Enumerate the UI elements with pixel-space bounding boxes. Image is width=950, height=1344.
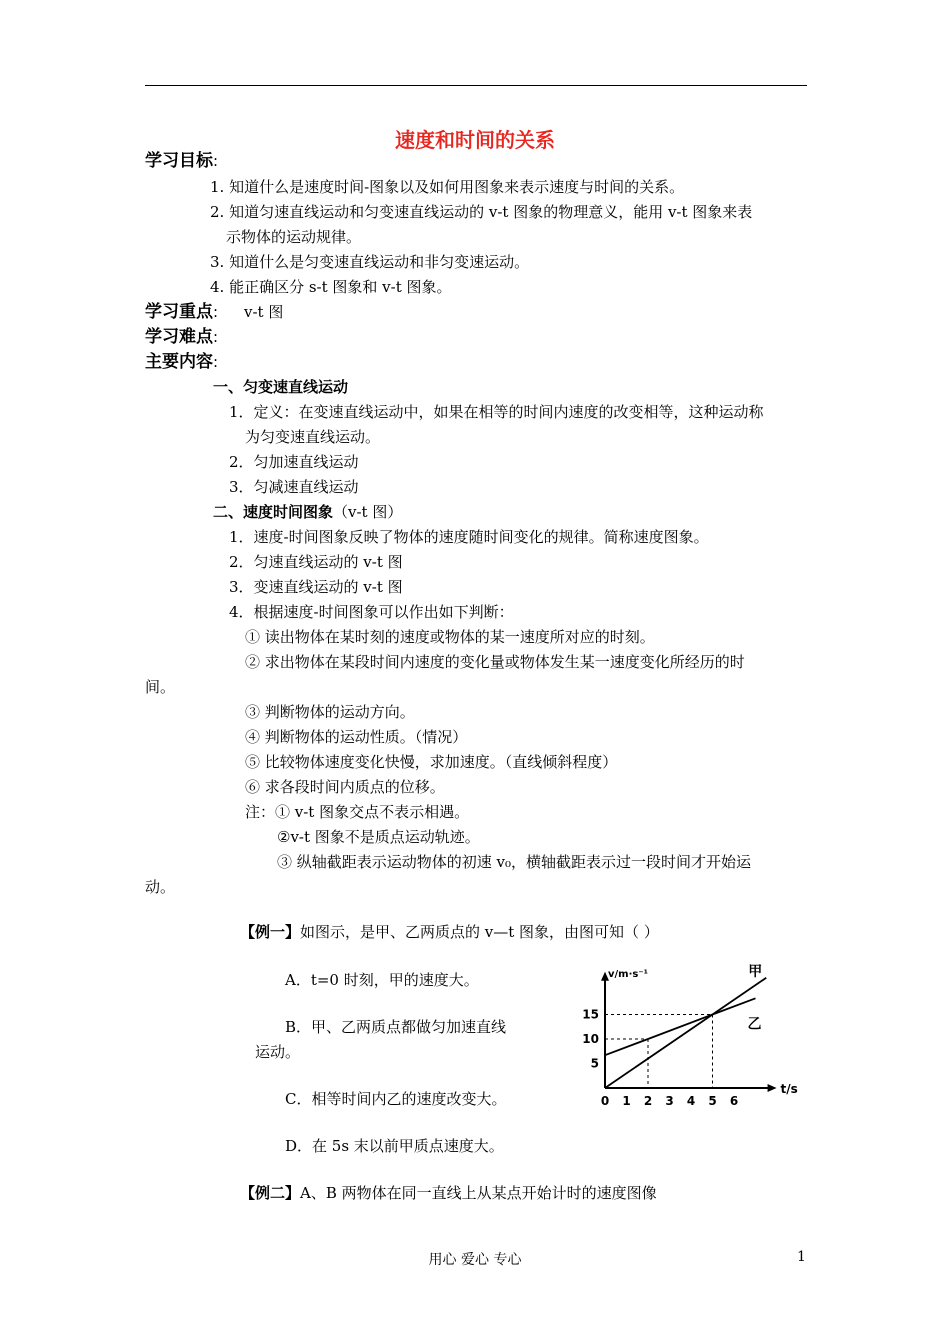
goal-item: 2. 知道匀速直线运动和匀变速直线运动的 v-t 图象的物理意义，能用 v-t 图象来表 <box>210 203 753 221</box>
option-a: A．t=0 时刻，甲的速度大。 <box>285 971 479 989</box>
x-tick-label: 6 <box>729 1094 739 1108</box>
goal-item: 4. 能正确区分 s-t 图象和 v-t 图象。 <box>210 278 452 296</box>
key-point-label: 学习重点: <box>145 302 219 322</box>
section1-heading: 一、匀变速直线运动 <box>213 378 349 396</box>
x-tick-label: 1 <box>622 1094 631 1108</box>
series-yi-line <box>605 998 756 1055</box>
section1-line: 为匀变速直线运动。 <box>245 428 381 446</box>
x-tick-label: 2 <box>643 1094 653 1108</box>
goals-label: 学习目标: <box>145 151 219 171</box>
x-tick-label: 5 <box>708 1094 717 1108</box>
judgement-item: ③ 判断物体的运动方向。 <box>245 703 415 721</box>
vt-chart <box>580 963 810 1108</box>
option-b: B．甲、乙两质点都做匀加速直线 <box>285 1018 507 1036</box>
note-line: 注：① v-t 图象交点不表示相遇。 <box>245 803 470 821</box>
goal-item: 示物体的运动规律。 <box>226 228 362 246</box>
example2-line: 【例二】A、B 两物体在同一直线上从某点开始计时的速度图像 <box>240 1184 657 1202</box>
section1-line: 1．定义：在变速直线运动中，如果在相等的时间内速度的改变相等，这种运动称 <box>229 403 764 421</box>
note-line: ③ 纵轴截距表示运动物体的初速 v₀，横轴截距表示过一段时间才开始运 <box>277 853 752 871</box>
header-rule <box>145 85 807 86</box>
section2-heading: 二、速度时间图象（v-t 图） <box>213 503 403 521</box>
key-point-value: v-t 图 <box>244 303 284 321</box>
page-number: 1 <box>797 1249 806 1265</box>
option-b-cont: 运动。 <box>255 1043 301 1061</box>
section2-line: 4．根据速度-时间图象可以作出如下判断： <box>229 603 514 621</box>
section1-line: 2．匀加速直线运动 <box>229 453 359 471</box>
option-c: C．相等时间内乙的速度改变大。 <box>285 1090 507 1108</box>
judgement-item: ④ 判断物体的运动性质。（情况） <box>245 728 468 746</box>
option-d: D．在 5s 末以前甲质点速度大。 <box>285 1137 504 1155</box>
section2-line: 3．变速直线运动的 v-t 图 <box>229 578 403 596</box>
judgement-item: ⑤ 比较物体速度变化快慢，求加速度。（直线倾斜程度） <box>245 753 618 771</box>
x-tick-label: 0 <box>600 1094 610 1108</box>
goal-item: 3. 知道什么是匀变速直线运动和非匀变速运动。 <box>210 253 530 271</box>
difficulty-label: 学习难点: <box>145 327 219 347</box>
x-tick-label: 3 <box>665 1094 674 1108</box>
footer-text: 用心 爱心 专心 <box>428 1252 522 1268</box>
section2-line: 2．匀速直线运动的 v-t 图 <box>229 553 403 571</box>
y-axis-label: v/m·s⁻¹ <box>608 968 648 980</box>
series-jia-line <box>605 978 766 1088</box>
section2-line: 1．速度-时间图象反映了物体的速度随时间变化的规律。简称速度图象。 <box>229 528 709 546</box>
judgement-item: ⑥ 求各段时间内质点的位移。 <box>245 778 445 796</box>
x-tick-label: 4 <box>686 1094 696 1108</box>
y-tick-label: 15 <box>582 1007 599 1022</box>
x-axis-arrow <box>768 1084 777 1092</box>
note-line: ②v-t 图象不是质点运动轨迹。 <box>277 828 480 846</box>
goal-item: 1. 知道什么是速度时间-图象以及如何用图象来表示速度与时间的关系。 <box>210 178 685 196</box>
y-tick-label: 10 <box>582 1032 599 1046</box>
x-axis-label: t/s <box>780 1082 798 1096</box>
example1-question: 【例一】如图示，是甲、乙两质点的 v—t 图象，由图可知（ ） <box>240 923 659 941</box>
judgement-item: 间。 <box>145 678 176 696</box>
note-line: 动。 <box>145 878 176 896</box>
y-tick-label: 5 <box>590 1056 599 1071</box>
section1-line: 3．匀减速直线运动 <box>229 478 359 496</box>
page-title: 速度和时间的关系 <box>395 128 555 152</box>
content-label: 主要内容: <box>145 352 219 372</box>
series-jia-label: 甲 <box>748 963 763 980</box>
judgement-item: ② 求出物体在某段时间内速度的变化量或物体发生某一速度变化所经历的时 <box>245 653 745 671</box>
series-yi-label: 乙 <box>747 1016 762 1033</box>
judgement-item: ① 读出物体在某时刻的速度或物体的某一速度所对应的时刻。 <box>245 628 655 646</box>
